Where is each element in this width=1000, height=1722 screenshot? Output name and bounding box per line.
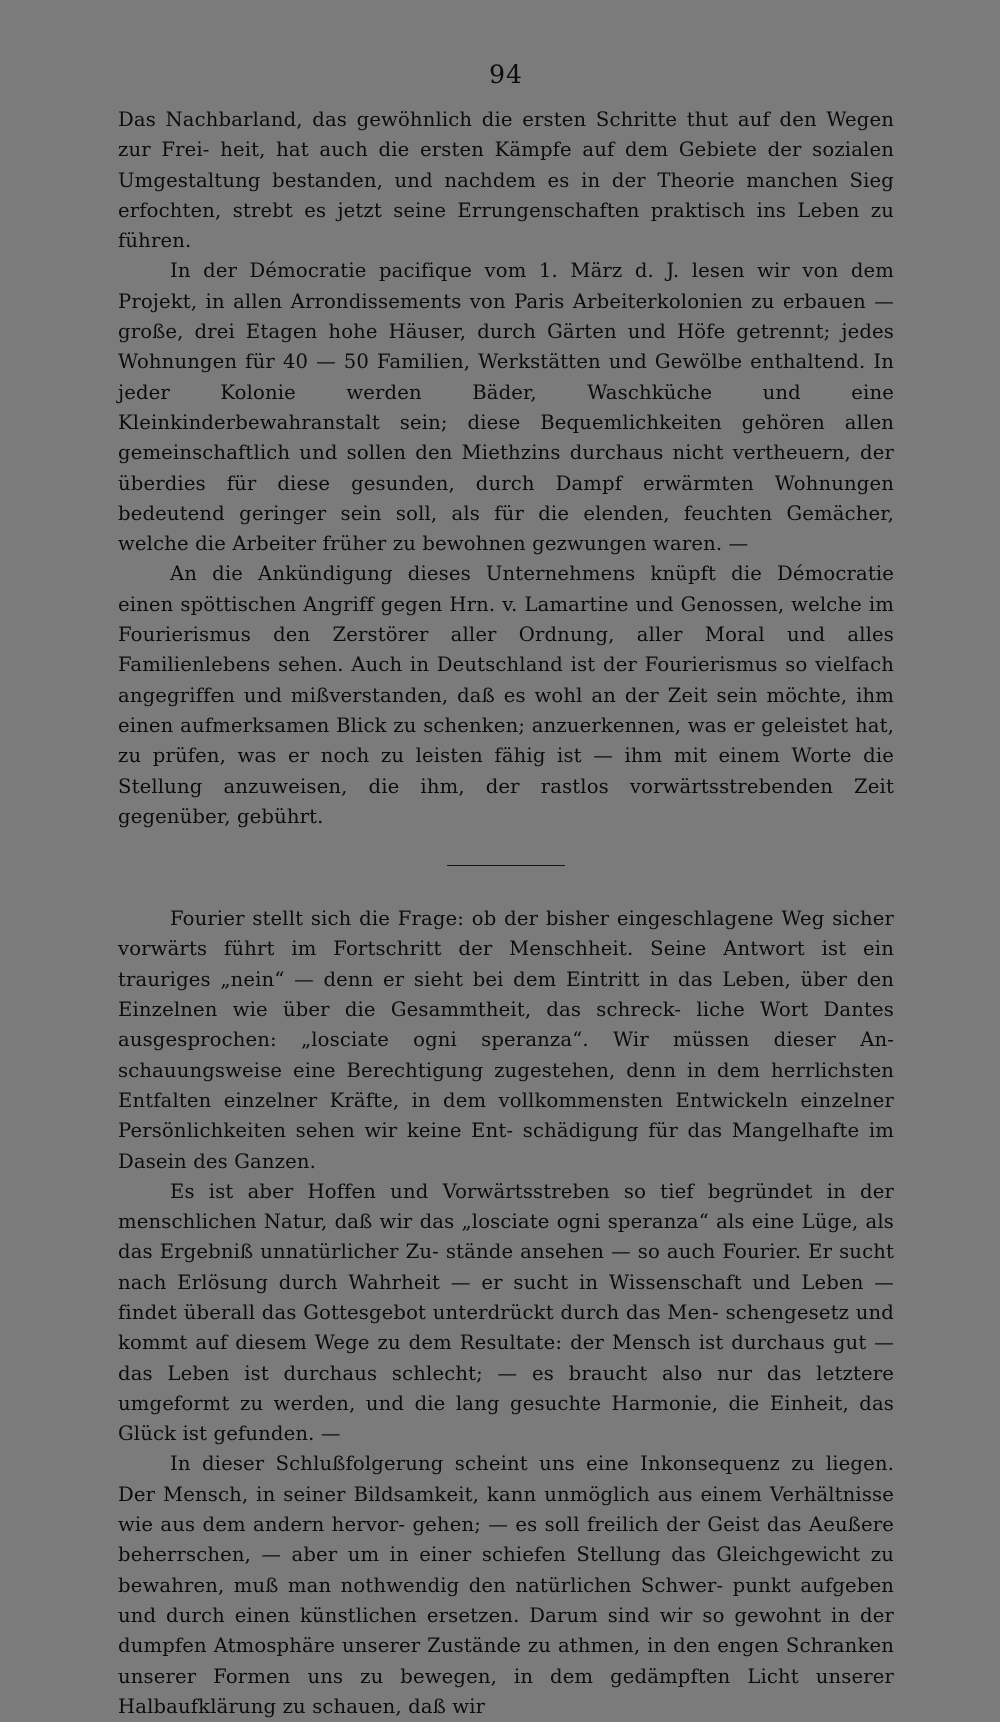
- paragraph: Das Nachbarland, das gewöhnlich die ersten Schritte thut auf den Wegen zur Frei- heit, hat auch die ersten Kämpfe auf dem Gebiete der sozialen Umgestaltung bestanden, und nachdem es in der Theorie manchen Sieg erfochten, strebt es jetzt seine Errungenschaften praktisch ins Leben zu führen.: [118, 108, 894, 253]
- paragraph: Fourier stellt sich die Frage: ob der bisher eingeschlagene Weg sicher vorwärts führt im Fortschritt der Menschheit. Seine Antwort ist ein trauriges „nein“ — denn er sieht bei dem Eintritt in das Leben, über den Einzelnen wie über die Gesammtheit, das schreck- liche Wort Dantes ausgesprochen: „losciate ogni speranza“. Wir müssen dieser An- schauungsweise eine Berechtigung zugestehen, denn in dem herrlichsten Entfalten einzelner Kräfte, in dem vollkommensten Entwickeln einzelner Persönlichkeiten sehen wir keine Ent- schädigung für das Mangelhafte im Dasein des Ganzen.: [118, 907, 894, 1173]
- paragraph: In dieser Schlußfolgerung scheint uns eine Inkonsequenz zu liegen. Der Mensch, in seiner Bildsamkeit, kann unmöglich aus einem Verhältnisse wie aus dem andern hervor- gehen; — es soll freilich der Geist das Aeußere beherrschen, — aber um in einer schiefen Stellung das Gleichgewicht zu bewahren, muß man nothwendig den natürlichen Schwer- punkt aufgeben und durch einen künstlichen ersetzen. Darum sind wir so gewohnt in der dumpfen Atmosphäre unserer Zustände zu athmen, in den engen Schranken unserer Formen uns zu bewegen, in dem gedämpften Licht unserer Halbaufklärung zu schauen, daß wir: [118, 1452, 894, 1718]
- paragraph: In der Démocratie pacifique vom 1. März d. J. lesen wir von dem Projekt, in allen Arrondissements von Paris Arbeiterkolonien zu erbauen — große, drei Etagen hohe Häuser, durch Gärten und Höfe getrennt; jedes Wohnungen für 40 — 50 Familien, Werkstätten und Gewölbe enthaltend. In jeder Kolonie werden Bäder, Waschküche und eine Kleinkinderbewahranstalt sein; diese Bequemlichkeiten gehören allen gemeinschaftlich und sollen den Miethzins durchaus nicht vertheuern, der überdies für diese gesunden, durch Dampf erwärmten Wohnungen bedeutend geringer sein soll, als für die elenden, feuchten Gemächer, welche die Arbeiter früher zu bewohnen gezwungen waren. —: [118, 259, 894, 556]
- section-spacer: [118, 866, 894, 904]
- page-content: [118, 60, 894, 1722]
- paragraph: An die Ankündigung dieses Unternehmens knüpft die Démocratie einen spöttischen Angriff gegen Hrn. v. Lamartine und Genossen, welche im Fourierismus den Zerstörer aller Ordnung, aller Moral und alles Familienlebens sehen. Auch in Deutschland ist der Fourierismus so vielfach angegriffen und mißverstanden, daß es wohl an der Zeit sein möchte, ihm einen aufmerksamen Blick zu schenken; anzuerkennen, was er geleistet hat, zu prüfen, was er noch zu leisten fähig ist — ihm mit einem Worte die Stellung anzuweisen, die ihm, der rastlos vorwärtsstrebenden Zeit gegenüber, gebührt.: [118, 562, 894, 828]
- paragraph: Es ist aber Hoffen und Vorwärtsstreben so tief begründet in der menschlichen Natur, daß wir das „losciate ogni speranza“ als eine Lüge, als das Ergebniß unnatürlicher Zu- stände ansehen — so auch Fourier. Er sucht nach Erlösung durch Wahrheit — er sucht in Wissenschaft und Leben — findet überall das Gottesgebot unterdrückt durch das Men- schengesetz und kommt auf diesem Wege zu dem Resultate: der Mensch ist durchaus gut — das Leben ist durchaus schlecht; — es braucht also nur das letztere umgeformt zu werden, und die lang gesuchte Harmonie, die Einheit, das Glück ist gefunden. —: [118, 1179, 894, 1446]
- page-number: 94: [489, 60, 523, 89]
